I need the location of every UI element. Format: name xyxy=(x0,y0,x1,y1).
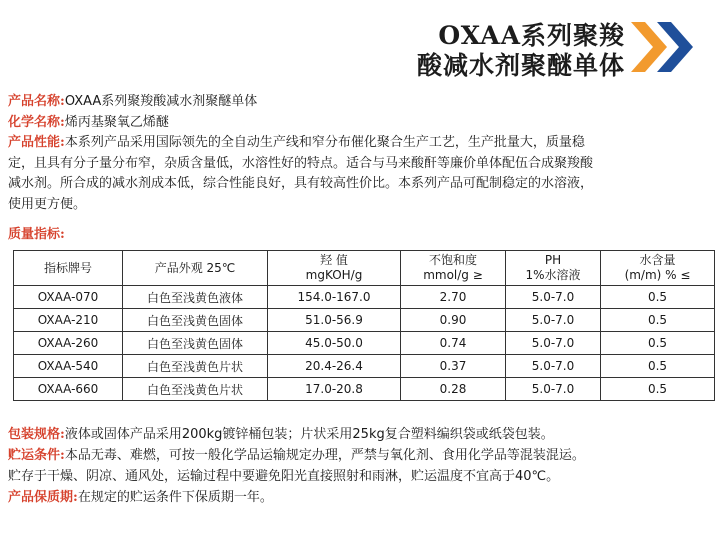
content xyxy=(8,92,720,401)
storage-line-2: 贮存于干燥、阴凉、通风处，运输过程中要避免阳光直接照射和雨淋，贮运温度不宜高于40℃。 xyxy=(8,469,560,484)
packaging-value: 液体或固体产品采用200kg镀锌桶包装；片状采用25kg复合塑料编织袋或纸袋包装。 xyxy=(64,427,554,442)
cell: 17.0-20.8 xyxy=(268,378,401,401)
table-row xyxy=(14,355,715,378)
product-name-label: 产品名称: xyxy=(8,94,65,109)
cell: 0.5 xyxy=(601,378,715,401)
title-line-1: OXAA系列聚羧 xyxy=(438,21,625,50)
cell: 白色至浅黄色固体 xyxy=(123,332,268,355)
header-grade: 指标牌号 xyxy=(14,251,123,286)
header-water: 水含量 (m/m) % ≤ xyxy=(601,251,715,286)
footer-info xyxy=(8,424,720,508)
cell: 154.0-167.0 xyxy=(268,286,401,309)
cell: 5.0-7.0 xyxy=(506,378,601,401)
cell: OXAA-070 xyxy=(14,286,123,309)
storage-row xyxy=(8,445,720,466)
chemical-name-value: 烯丙基聚氧乙烯醚 xyxy=(64,114,169,130)
header xyxy=(0,0,727,86)
cell: 0.90 xyxy=(401,309,506,332)
title-line-2: 酸减水剂聚醚单体 xyxy=(416,51,625,80)
table-row xyxy=(14,309,715,332)
performance-line-2: 定，且具有分子量分布窄，杂质含量低，水溶性好的特点。适合与马来酸酐等廉价单体配伍合成聚羧酸 xyxy=(8,155,594,171)
shelf-life-value: 在规定的贮运条件下保质期一年。 xyxy=(77,490,273,505)
cell: 0.74 xyxy=(401,332,506,355)
storage-line-1: 本品无毒、难燃，可按一般化学品运输规定办理，严禁与氧化剂、食用化学品等混装混运。 xyxy=(64,448,585,463)
table-row xyxy=(14,378,715,401)
cell: 0.5 xyxy=(601,286,715,309)
cell: OXAA-660 xyxy=(14,378,123,401)
performance-line-4: 使用更方便。 xyxy=(8,196,87,212)
header-appearance: 产品外观 25℃ xyxy=(123,251,268,286)
cell: 白色至浅黄色片状 xyxy=(123,378,268,401)
cell: 白色至浅黄色片状 xyxy=(123,355,268,378)
performance-line-1: 本系列产品采用国际领先的全自动生产线和窄分布催化聚合生产工艺，生产批量大，质量稳 xyxy=(64,135,585,150)
cell: 白色至浅黄色固体 xyxy=(123,309,268,332)
table-row xyxy=(14,332,715,355)
quality-title: 质量指标: xyxy=(8,227,65,242)
header-hydroxyl: 羟 值 mgKOH/g xyxy=(268,251,401,286)
cell: 白色至浅黄色液体 xyxy=(123,286,268,309)
storage-label: 贮运条件: xyxy=(8,448,65,463)
cell: 20.4-26.4 xyxy=(268,355,401,378)
cell: 0.5 xyxy=(601,309,715,332)
cell: OXAA-540 xyxy=(14,355,123,378)
cell: 0.5 xyxy=(601,355,715,378)
packaging-row xyxy=(8,424,720,445)
table-header-row xyxy=(14,251,715,286)
cell: 0.37 xyxy=(401,355,506,378)
performance-paragraph xyxy=(8,133,720,215)
cell: 2.70 xyxy=(401,286,506,309)
chemical-name-label: 化学名称: xyxy=(8,114,65,130)
cell: 5.0-7.0 xyxy=(506,332,601,355)
cell: 5.0-7.0 xyxy=(506,355,601,378)
quality-spec-table xyxy=(13,250,715,401)
header-unsaturation: 不饱和度 mmol/g ≥ xyxy=(401,251,506,286)
cell: 45.0-50.0 xyxy=(268,332,401,355)
product-name-row xyxy=(8,92,720,113)
header-ph: PH 1%水溶液 xyxy=(506,251,601,286)
cell: 51.0-56.9 xyxy=(268,309,401,332)
cell: 0.28 xyxy=(401,378,506,401)
performance-label: 产品性能: xyxy=(8,135,65,150)
packaging-label: 包装规格: xyxy=(8,427,65,442)
chemical-name-row xyxy=(8,113,720,134)
performance-line-3: 减水剂。所合成的减水剂成本低，综合性能良好，具有较高性价比。本系列产品可配制稳定的水溶液， xyxy=(8,176,594,191)
shelf-life-label: 产品保质期: xyxy=(8,490,78,505)
cell: OXAA-260 xyxy=(14,332,123,355)
chevron-logo-icon xyxy=(631,22,697,72)
cell: OXAA-210 xyxy=(14,309,123,332)
table-row xyxy=(14,286,715,309)
cell: 5.0-7.0 xyxy=(506,286,601,309)
cell: 0.5 xyxy=(601,332,715,355)
product-name-value: OXAA系列聚羧酸减水剂聚醚单体 xyxy=(64,94,258,109)
cell: 5.0-7.0 xyxy=(506,309,601,332)
shelf-life-row xyxy=(8,487,720,508)
